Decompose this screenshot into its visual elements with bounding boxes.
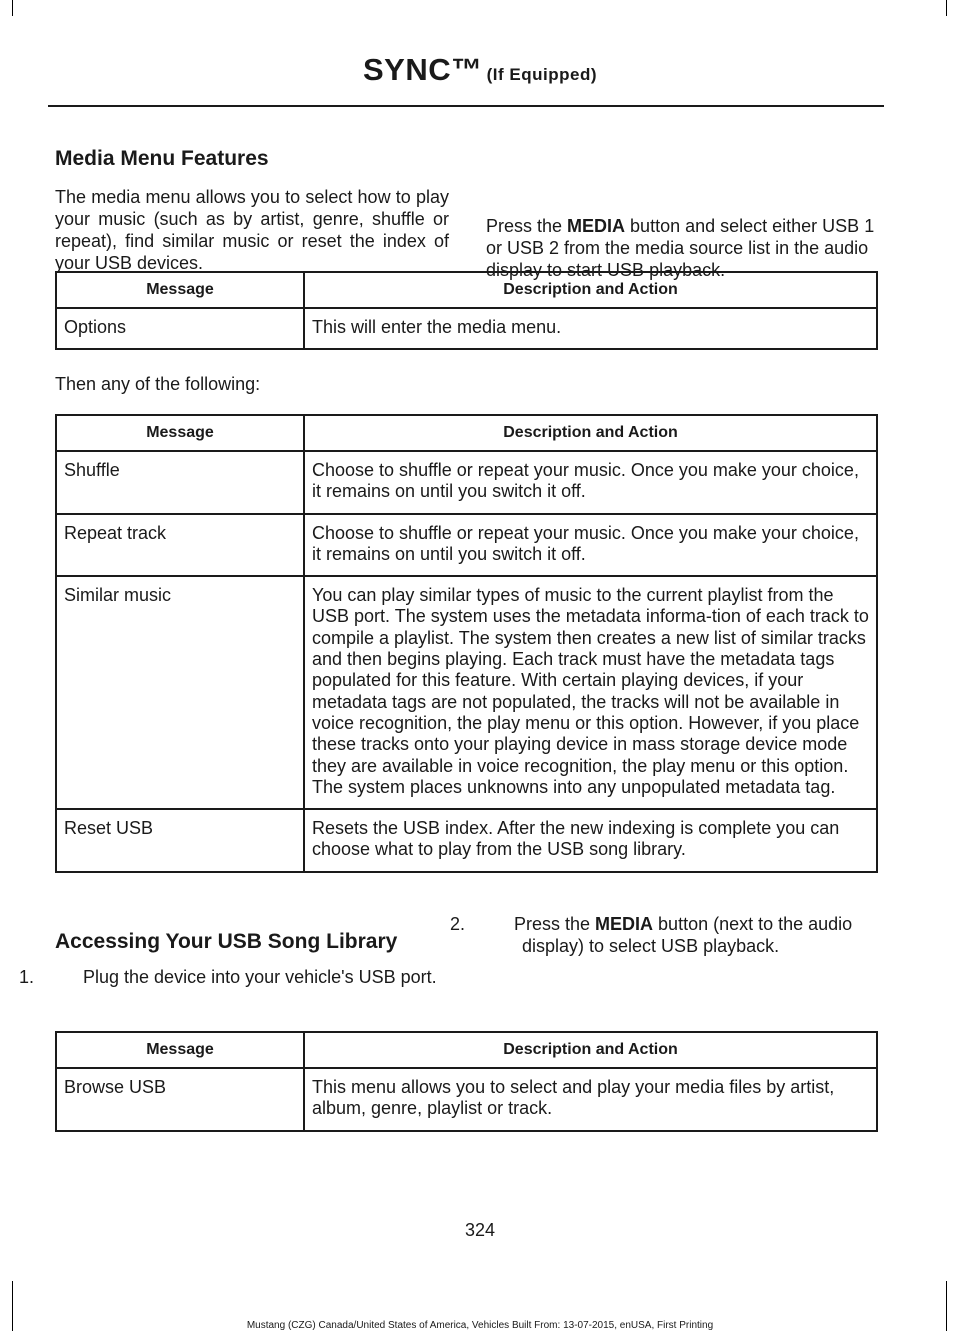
message-cell: Browse USB: [56, 1068, 304, 1131]
column-header-description: Description and Action: [304, 415, 877, 451]
description-cell: This menu allows you to select and play your media files by artist, album, genre, playlist or track.: [304, 1068, 877, 1131]
page-number: 324: [464, 1220, 496, 1240]
table-row: [56, 308, 877, 349]
step-number: 2.: [450, 914, 466, 934]
footer-text: Mustang (CZG) Canada/United States of America, Vehicles Built From: 13-07-2015, enUSA, First Printing: [246, 1320, 714, 1331]
page-header: [0, 52, 960, 88]
header-title: SYNC™: [362, 52, 483, 87]
crop-mark-top-right: [946, 0, 947, 16]
list-item: [450, 913, 880, 957]
table-row: [56, 576, 877, 809]
list-item: [19, 966, 449, 988]
step-text: Plug the device into your vehicle's USB port.: [83, 967, 437, 987]
description-cell: You can play similar types of music to the current playlist from the USB port. The system uses the metadata informa-tion of each track to compile a playlist. The system then creates a new list of similar tracks and then begins playing. Each track must have the metadata tags populated for this feature. With certain playing devices, if your metadata tags are not populated, the tracks will not be available in voice recognition, the play menu or this option. However, if you place these tracks onto your playing device in mass storage device mode they are available in voice recognition, the play menu or this option. The system places unknowns into any unpopulated metadata tag.: [304, 576, 877, 809]
message-cell: Reset USB: [56, 809, 304, 872]
table-row: [56, 514, 877, 577]
media-options-table: [55, 414, 878, 873]
column-header-description: Description and Action: [304, 272, 877, 308]
media-menu-intro: [55, 186, 449, 274]
description-cell: Choose to shuffle or repeat your music. Once you make your choice, it remains on until you switch it off.: [304, 514, 877, 577]
intro-text: The media menu allows you to select how to play your music (such as by artist, genre, shuffle or repeat), find similar music or reset the index of your USB devices.: [55, 187, 449, 273]
description-cell: This will enter the media menu.: [304, 308, 877, 349]
step-number: 1.: [19, 967, 35, 987]
media-button-label: MEDIA: [595, 914, 654, 934]
column-header-message: Message: [56, 272, 304, 308]
step-text-suffix: button (next to the audio display) to select USB playback.: [522, 914, 853, 956]
header-subtitle: (If Equipped): [486, 65, 597, 84]
options-table: [55, 271, 878, 350]
section-heading-media-menu: Media Menu Features: [55, 147, 269, 170]
instruction-prefix: Press the: [486, 216, 568, 236]
table-row: [56, 1068, 877, 1131]
message-cell: Repeat track: [56, 514, 304, 577]
header-rule: [48, 105, 884, 107]
message-cell: Options: [56, 308, 304, 349]
table-row: [56, 451, 877, 514]
step-text-prefix: Press the: [514, 914, 596, 934]
then-text: Then any of the following:: [55, 374, 261, 394]
instruction-suffix: button and select either USB 1 or USB 2 from the media source list in the audio display to start USB playback.: [486, 216, 875, 280]
description-cell: Choose to shuffle or repeat your music. Once you make your choice, it remains on until you switch it off.: [304, 451, 877, 514]
column-header-message: Message: [56, 415, 304, 451]
media-button-label: MEDIA: [567, 216, 626, 236]
message-cell: Shuffle: [56, 451, 304, 514]
column-header-message: Message: [56, 1032, 304, 1068]
section-heading-usb-library: Accessing Your USB Song Library: [55, 930, 398, 953]
browse-usb-table: [55, 1031, 878, 1132]
crop-mark-top-left: [12, 0, 13, 16]
column-header-description: Description and Action: [304, 1032, 877, 1068]
message-cell: Similar music: [56, 576, 304, 809]
description-cell: Resets the USB index. After the new indexing is complete you can choose what to play from the USB song library.: [304, 809, 877, 872]
table-row: [56, 809, 877, 872]
